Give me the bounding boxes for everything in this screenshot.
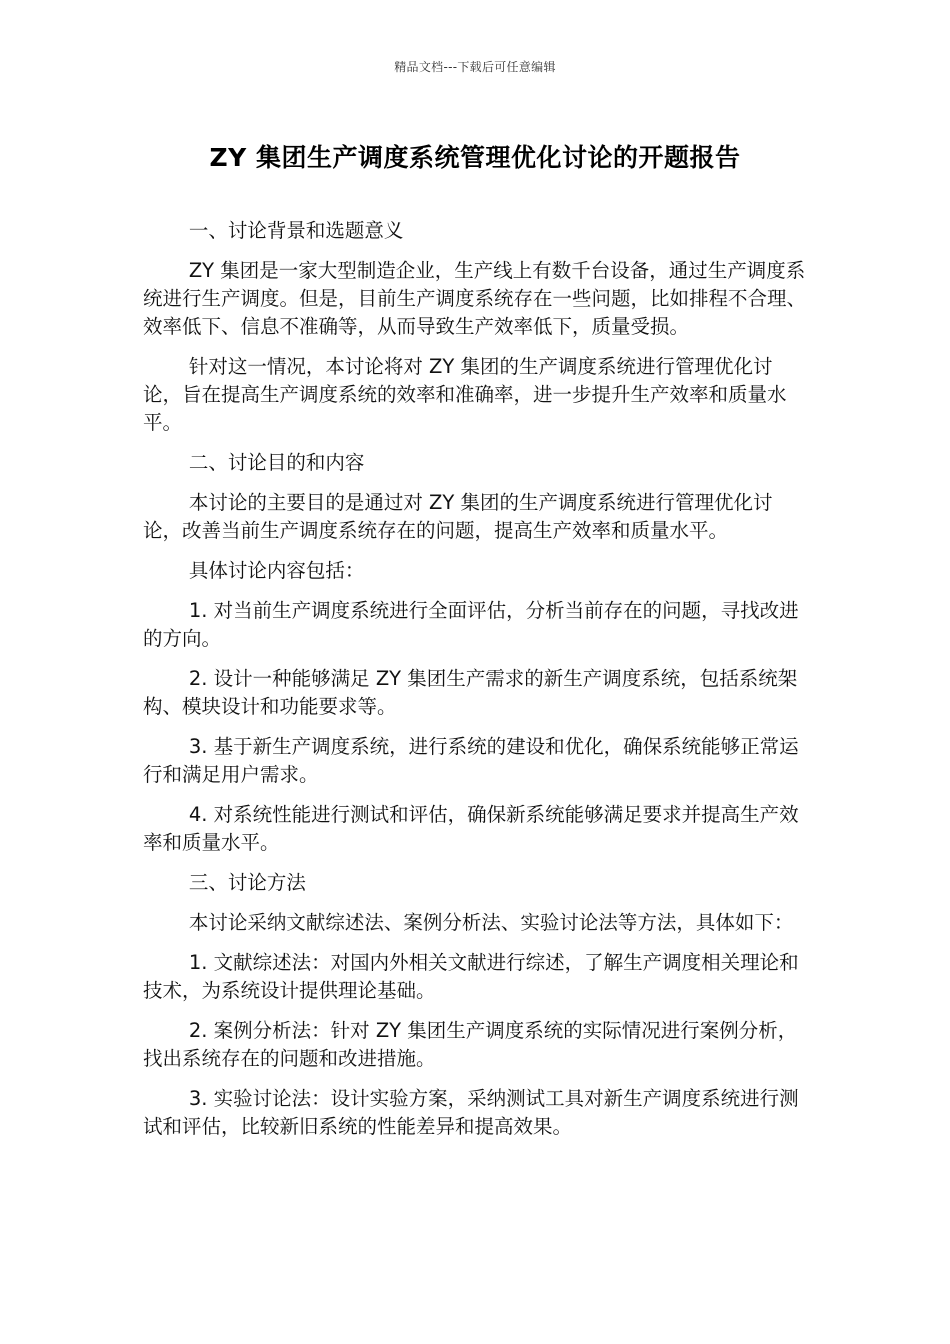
document-title: ZY 集团生产调度系统管理优化讨论的开题报告 xyxy=(209,143,741,172)
body-paragraph: 本讨论采纳文献综述法、案例分析法、实验讨论法等方法，具体如下： xyxy=(188,911,794,934)
list-item: 2. 设计一种能够满足 ZY 集团生产需求的新生产调度系统，包括系统架构、模块设计和功能要求等。 xyxy=(143,667,798,718)
section-heading-purpose: 二、讨论目的和内容 xyxy=(188,451,365,474)
body-paragraph: 针对这一情况，本讨论将对 ZY 集团的生产调度系统进行管理优化讨论，旨在提高生产调度系统的效率和准确率，进一步提升生产效率和质量水平。 xyxy=(143,355,787,434)
header-note: 精品文档---下载后可任意编辑 xyxy=(394,60,556,74)
list-item: 1. 对当前生产调度系统进行全面评估，分析当前存在的问题，寻找改进的方向。 xyxy=(143,599,799,650)
body-paragraph: 具体讨论内容包括： xyxy=(188,559,365,582)
list-item: 3. 实验讨论法：设计实验方案，采纳测试工具对新生产调度系统进行测试和评估，比较新旧系统的性能差异和提高效果。 xyxy=(143,1087,799,1138)
body-paragraph: ZY 集团是一家大型制造企业，生产线上有数千台设备，通过生产调度系统进行生产调度。但是，目前生产调度系统存在一些问题，比如排程不合理、效率低下、信息不准确等，从而导致生产效率低下，质量受损。 xyxy=(143,259,807,338)
body-paragraph: 本讨论的主要目的是通过对 ZY 集团的生产调度系统进行管理优化讨论，改善当前生产调度系统存在的问题，提高生产效率和质量水平。 xyxy=(143,491,773,542)
list-item: 2. 案例分析法：针对 ZY 集团生产调度系统的实际情况进行案例分析，找出系统存在的问题和改进措施。 xyxy=(143,1019,798,1070)
list-item: 3. 基于新生产调度系统，进行系统的建设和优化，确保系统能够正常运行和满足用户需求。 xyxy=(143,735,799,786)
list-item: 1. 文献综述法：对国内外相关文献进行综述，了解生产调度相关理论和技术，为系统设计提供理论基础。 xyxy=(143,951,799,1002)
list-item: 4. 对系统性能进行测试和评估，确保新系统能够满足要求并提高生产效率和质量水平。 xyxy=(143,803,799,854)
document-body xyxy=(143,217,807,1153)
section-heading-methods: 三、讨论方法 xyxy=(188,871,306,894)
section-heading-background: 一、讨论背景和选题意义 xyxy=(188,219,404,242)
